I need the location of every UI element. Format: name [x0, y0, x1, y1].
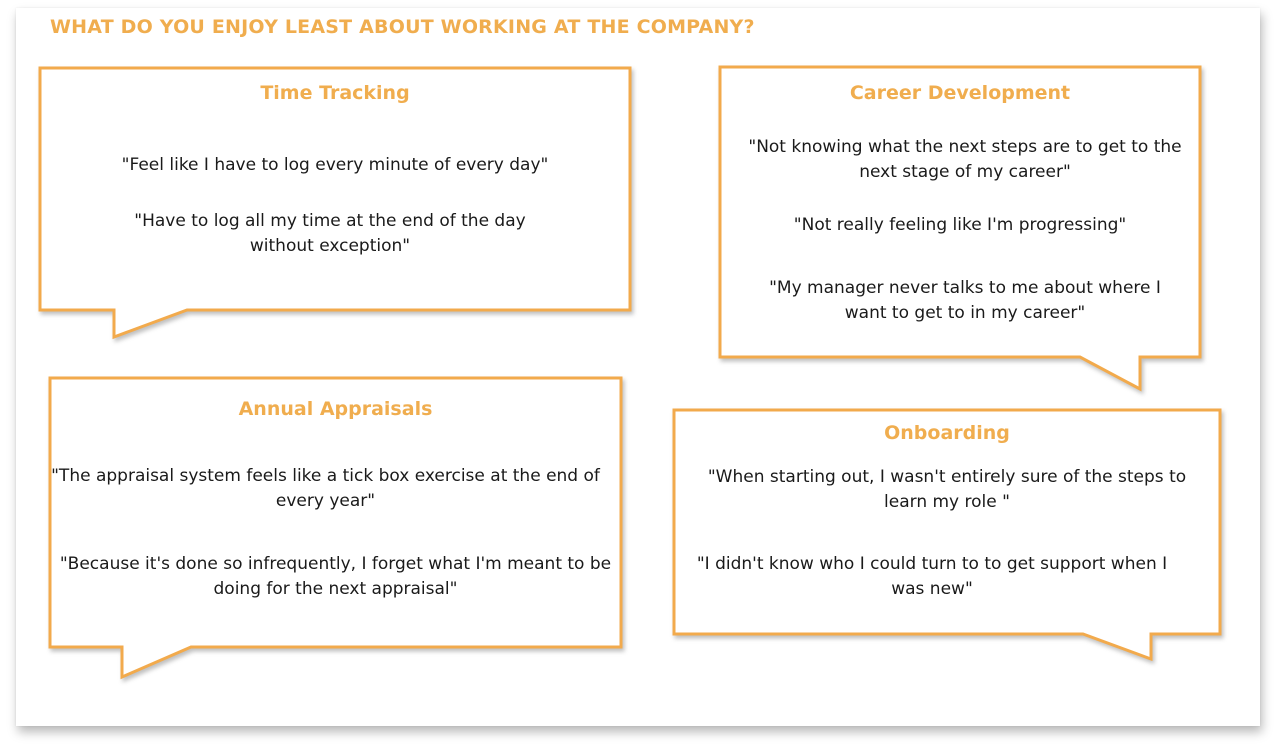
card-annual-appraisals — [50, 378, 621, 647]
card-heading: Career Development — [849, 82, 1071, 104]
card-quote: "The appraisal system feels like a tick box exercise at the end of every year" — [51, 466, 600, 511]
card-quote: "Because it's done so infrequently, I forget what I'm meant to be doing for the next appraisal" — [59, 554, 612, 599]
card-heading: Time Tracking — [260, 82, 410, 104]
card-time-tracking — [40, 68, 630, 310]
card-quote: "Not really feeling like I'm progressing" — [793, 215, 1127, 235]
card-career-development — [720, 67, 1200, 357]
card-heading: Annual Appraisals — [238, 398, 433, 420]
card-quote: "Have to log all my time at the end of the day without exception" — [134, 211, 526, 256]
card-quote: "My manager never talks to me about where I want to get to in my career" — [769, 278, 1161, 323]
card-quote: "I didn't know who I could turn to to get support when I was new" — [696, 554, 1168, 599]
card-quote: "Not knowing what the next steps are to get to the next stage of my career" — [748, 137, 1182, 182]
card-quote: "Feel like I have to log every minute of every day" — [121, 155, 549, 175]
card-quote: "When starting out, I wasn't entirely sure of the steps to learn my role " — [707, 467, 1187, 512]
card-onboarding — [674, 410, 1220, 634]
page-title: WHAT DO YOU ENJOY LEAST ABOUT WORKING AT THE COMPANY? — [50, 16, 755, 38]
card-heading: Onboarding — [884, 422, 1010, 444]
